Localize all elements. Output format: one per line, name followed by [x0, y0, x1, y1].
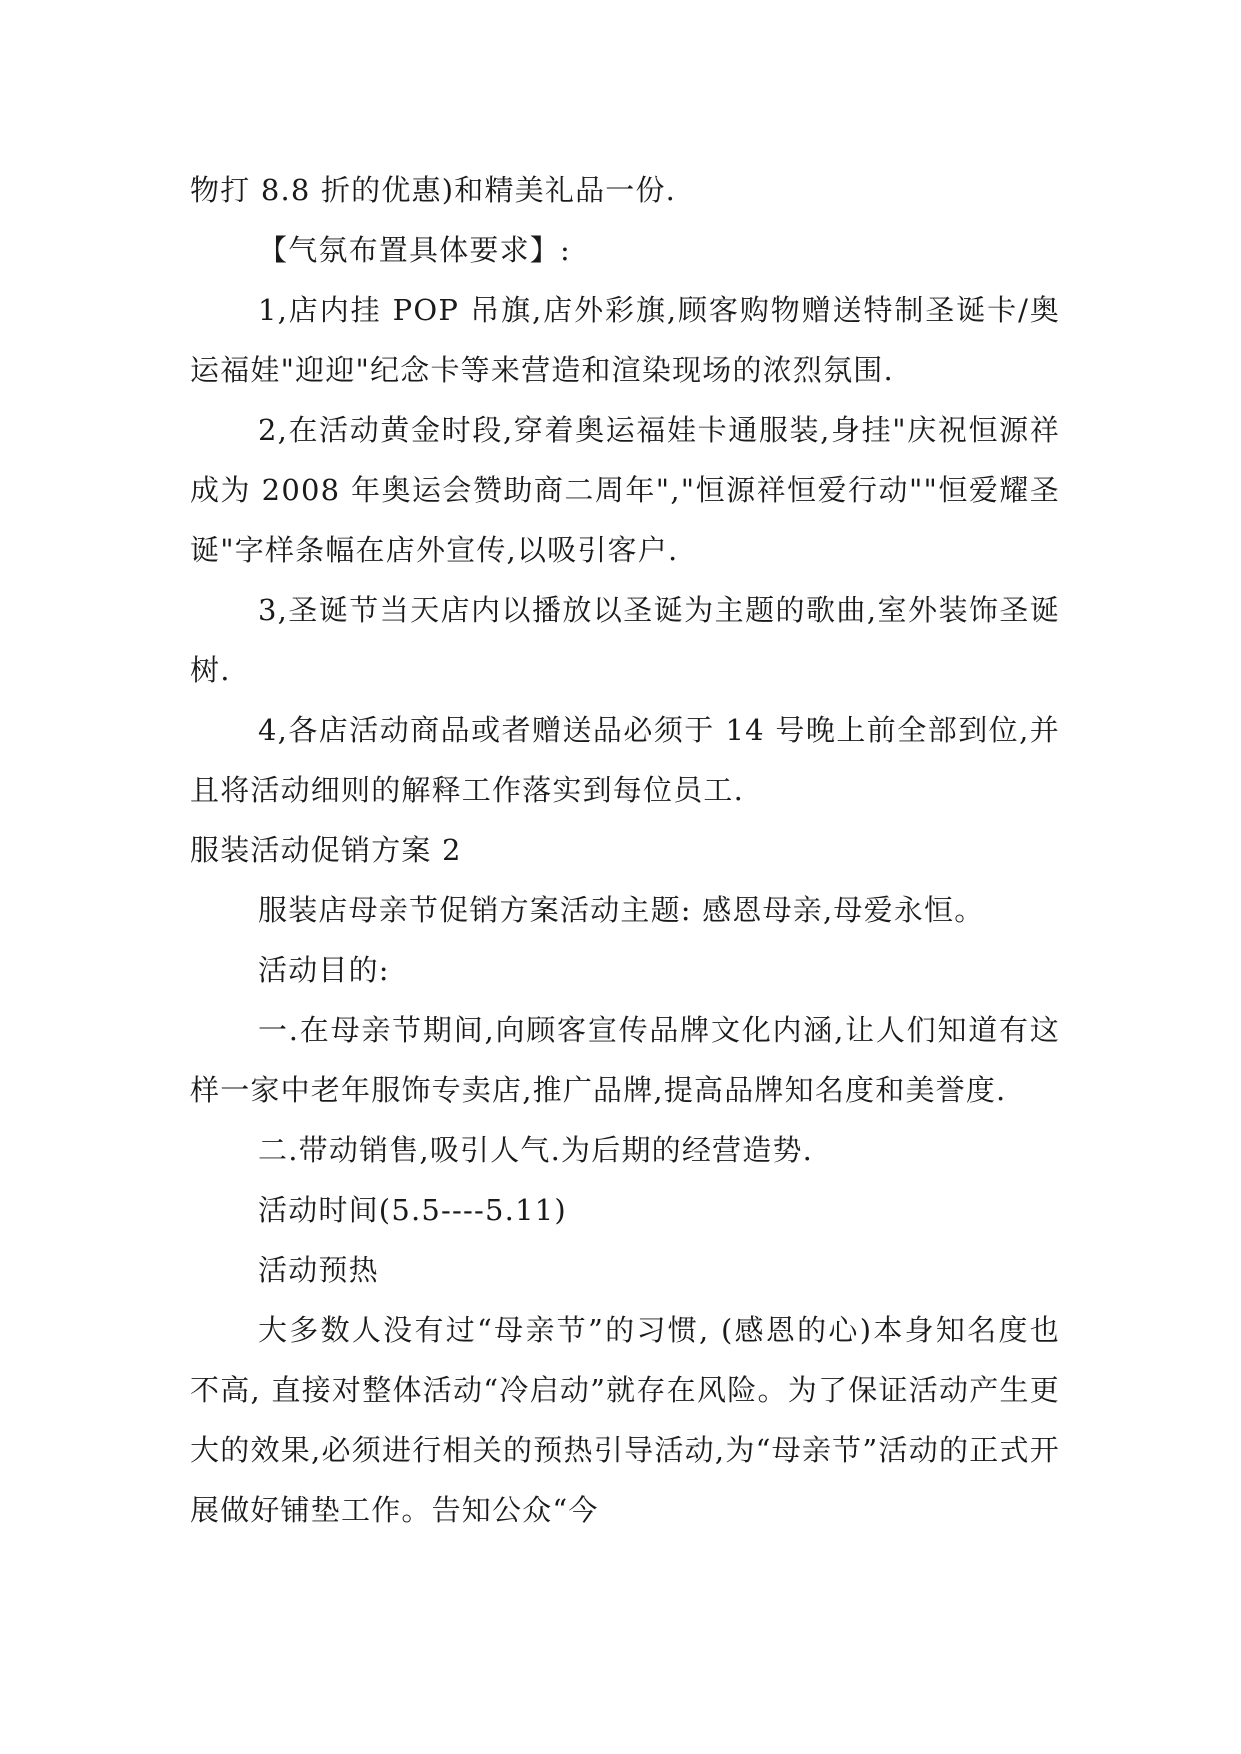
paragraph: 2,在活动黄金时段,穿着奥运福娃卡通服装,身挂"庆祝恒源祥成为 2008 年奥运会赞助商二周年","恒源祥恒爱行动""恒爱耀圣诞"字样条幅在店外宣传,以吸引客户.: [190, 413, 1060, 567]
paragraph: 活动时间(5.5----5.11): [258, 1193, 567, 1227]
paragraph: 二.带动销售,吸引人气.为后期的经营造势.: [258, 1133, 814, 1167]
paragraph: 服装店母亲节促销方案活动主题: 感恩母亲,母爱永恒。: [258, 893, 985, 927]
section-title: 服装活动促销方案 2: [190, 833, 462, 867]
paragraph: 活动预热: [258, 1253, 379, 1287]
paragraph: 1,店内挂 POP 吊旗,店外彩旗,顾客购物赠送特制圣诞卡/奥运福娃"迎迎"纪念卡等来营造和渲染现场的浓烈氛围.: [190, 293, 1060, 387]
paragraph: 大多数人没有过“母亲节”的习惯, (感恩的心)本身知名度也不高, 直接对整体活动“冷启动”就存在风险。为了保证活动产生更大的效果,必须进行相关的预热引导活动,为“母亲节”活动的正式开展做好铺垫工作。告知公众“今: [190, 1313, 1060, 1527]
paragraph: 活动目的:: [258, 953, 390, 987]
paragraph: 物打 8.8 折的优惠)和精美礼品一份.: [190, 173, 677, 207]
section-heading-atmosphere: 【气氛布置具体要求】:: [258, 233, 571, 267]
paragraph: 3,圣诞节当天店内以播放以圣诞为主题的歌曲,室外装饰圣诞树.: [190, 593, 1060, 687]
paragraph: 一.在母亲节期间,向顾客宣传品牌文化内涵,让人们知道有这样一家中老年服饰专卖店,推广品牌,提高品牌知名度和美誉度.: [190, 1013, 1060, 1107]
document-body: [190, 160, 1060, 1540]
paragraph: 4,各店活动商品或者赠送品必须于 14 号晚上前全部到位,并且将活动细则的解释工作落实到每位员工.: [190, 713, 1060, 807]
